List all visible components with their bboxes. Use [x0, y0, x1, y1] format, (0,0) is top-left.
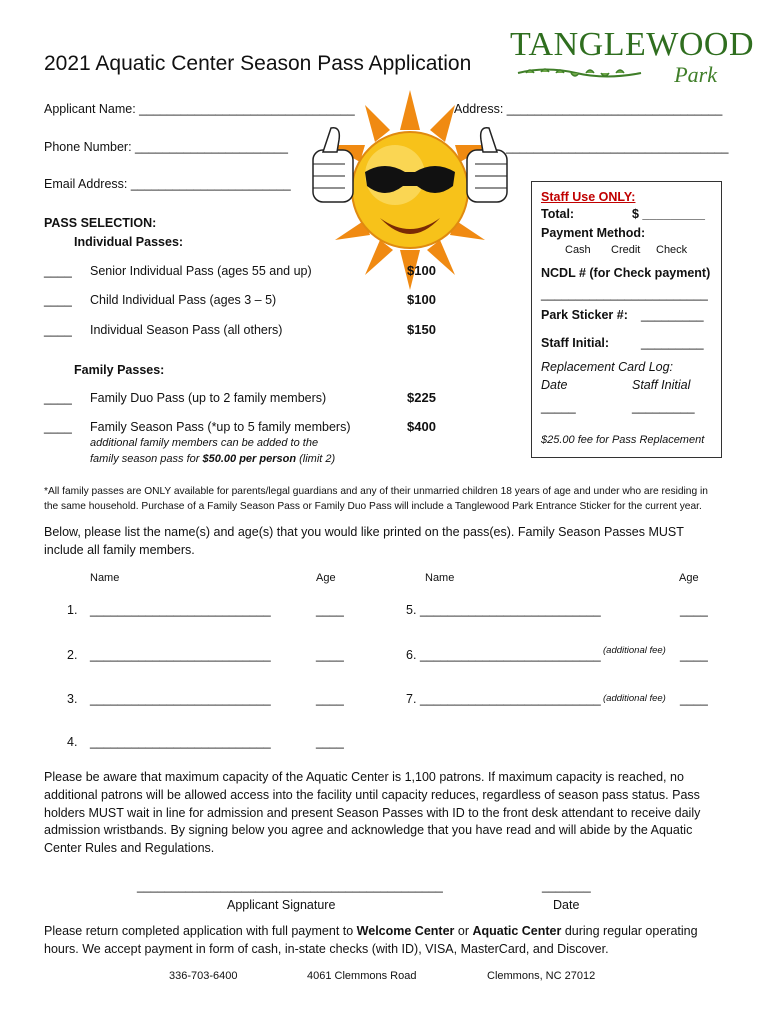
col-age-left: Age: [316, 572, 336, 584]
member-number-7: 7.: [406, 692, 417, 706]
family-footnote-line1: *All family passes are ONLY available for parents/legal guardians and any of their unmarried children 18 years of age and under who are residing in: [44, 486, 708, 497]
date-label: Date: [553, 898, 580, 912]
pass-price-individual: $150: [407, 322, 436, 337]
staff-initial-field[interactable]: _________: [641, 336, 704, 350]
replacement-log-label: Replacement Card Log:: [541, 360, 674, 374]
member-number-6: 6.: [406, 648, 417, 662]
sun-sunglasses-icon: [305, 90, 515, 290]
date-field[interactable]: _______: [542, 879, 591, 893]
staff-initial-label: Staff Initial:: [541, 336, 610, 350]
member-age-field-2[interactable]: ____: [316, 648, 344, 662]
logo-main-text: TANGLEWOOD: [510, 26, 754, 63]
pass-checkbox-child[interactable]: ____: [44, 293, 72, 307]
additional-fee-note-7: (additional fee): [603, 693, 666, 704]
member-name-field-3[interactable]: __________________________: [90, 692, 271, 706]
member-age-field-5[interactable]: ____: [680, 603, 708, 617]
member-name-field-7[interactable]: __________________________: [420, 692, 601, 706]
capacity-line5: Center Rules and Regulations.: [44, 841, 215, 855]
vine-icon: [516, 66, 646, 80]
pass-label-family-season: Family Season Pass (*up to 5 family members): [90, 420, 351, 434]
ncdl-label: NCDL # (for Check payment): [541, 266, 711, 280]
ncdl-field[interactable]: ________________________: [541, 287, 708, 301]
member-name-field-4[interactable]: __________________________: [90, 735, 271, 749]
member-name-field-5[interactable]: __________________________: [420, 603, 601, 617]
payment-method-label: Payment Method:: [541, 226, 646, 240]
email-field[interactable]: Email Address: _______________________: [44, 177, 291, 191]
family-note-line2: family season pass for $50.00 per person (limit 2): [90, 453, 336, 465]
member-number-5: 5.: [406, 603, 417, 617]
family-passes-heading: Family Passes:: [74, 363, 165, 377]
payment-cash[interactable]: Cash: [565, 244, 591, 256]
signature-field[interactable]: ____________________________________________: [137, 879, 443, 893]
replacement-date-field[interactable]: _____: [541, 400, 576, 414]
members-instruction-line1: Below, please list the name(s) and age(s) that you would like printed on the pass(es). Family Season Passes MUST: [44, 525, 684, 539]
logo-script-text: Park: [674, 62, 717, 87]
member-number-3: 3.: [67, 692, 78, 706]
address-field[interactable]: Address: _______________________________: [454, 102, 723, 116]
member-number-4: 4.: [67, 735, 78, 749]
capacity-line4: admission wristbands. By signing below you agree and acknowledge that you have read and will abide by the Aquatic: [44, 823, 693, 837]
footer-phone: 336-703-6400: [169, 970, 238, 982]
member-name-field-6[interactable]: __________________________: [420, 648, 601, 662]
member-age-field-3[interactable]: ____: [316, 692, 344, 706]
park-sticker-label: Park Sticker #:: [541, 308, 628, 322]
staff-total-label: Total:: [541, 207, 575, 221]
capacity-line3: holders MUST wait in line for admission and present Season Passes with ID to the front desk attendant to receive daily: [44, 806, 701, 820]
member-age-field-7[interactable]: ____: [680, 692, 708, 706]
member-age-field-6[interactable]: ____: [680, 648, 708, 662]
staff-use-title: Staff Use ONLY:: [541, 190, 636, 204]
replacement-date-col: Date: [541, 378, 568, 392]
family-footnote-line2: the same household. Purchase of a Family Season Pass or Family Duo Pass will include a Tanglewood Park Entrance Sticker for the current year.: [44, 501, 702, 512]
tanglewood-logo: [510, 26, 754, 94]
replacement-fee-note: $25.00 fee for Pass Replacement: [541, 434, 705, 446]
return-line1: Please return completed application with full payment to Welcome Center or Aquatic Center during regular operating: [44, 924, 698, 938]
col-name-right: Name: [425, 572, 455, 584]
pass-price-family-duo: $225: [407, 390, 436, 405]
capacity-line1: Please be aware that maximum capacity of the Aquatic Center is 1,100 patrons. If maximum capacity is reached, no: [44, 770, 684, 784]
page-title: 2021 Aquatic Center Season Pass Application: [44, 52, 472, 75]
pass-checkbox-senior[interactable]: ____: [44, 264, 72, 278]
pass-price-child: $100: [407, 292, 436, 307]
member-age-field-1[interactable]: ____: [316, 603, 344, 617]
member-name-field-1[interactable]: __________________________: [90, 603, 271, 617]
replacement-initial-col: Staff Initial: [632, 378, 691, 392]
footer-address: 4061 Clemmons Road: [307, 970, 417, 982]
pass-label-child: Child Individual Pass (ages 3 – 5): [90, 293, 277, 307]
pass-price-senior: $100: [407, 263, 436, 278]
member-number-2: 2.: [67, 648, 78, 662]
signature-label: Applicant Signature: [227, 898, 336, 912]
return-line2: hours. We accept payment in form of cash, in-state checks (with ID), VISA, MasterCard, and Discover.: [44, 942, 609, 956]
pass-checkbox-family-season[interactable]: ____: [44, 420, 72, 434]
family-note-line1: additional family members can be added to the: [90, 437, 319, 449]
pass-label-senior: Senior Individual Pass (ages 55 and up): [90, 264, 312, 278]
members-instruction-line2: include all family members.: [44, 543, 195, 557]
pass-price-family-season: $400: [407, 419, 436, 434]
pass-checkbox-individual[interactable]: ____: [44, 323, 72, 337]
park-sticker-field[interactable]: _________: [641, 308, 704, 322]
capacity-line2: additional patrons will be allowed access into the facility until capacity reduces, regardless of season pass status. Pass: [44, 788, 700, 802]
pass-checkbox-family-duo[interactable]: ____: [44, 391, 72, 405]
phone-field[interactable]: Phone Number: ______________________: [44, 140, 288, 154]
member-number-1: 1.: [67, 603, 78, 617]
applicant-name-field[interactable]: Applicant Name: _______________________________: [44, 102, 355, 116]
payment-check[interactable]: Check: [656, 244, 688, 256]
footer-city: Clemmons, NC 27012: [487, 970, 596, 982]
pass-selection-heading: PASS SELECTION:: [44, 216, 157, 230]
member-name-field-2[interactable]: __________________________: [90, 648, 271, 662]
individual-passes-heading: Individual Passes:: [74, 235, 184, 249]
address-line2-field[interactable]: ________________________________: [506, 140, 729, 154]
col-name-left: Name: [90, 572, 120, 584]
replacement-initial-field[interactable]: _________: [632, 400, 695, 414]
additional-fee-note-6: (additional fee): [603, 645, 666, 656]
staff-total-field[interactable]: $ _________: [632, 207, 705, 221]
payment-credit[interactable]: Credit: [611, 244, 641, 256]
pass-label-family-duo: Family Duo Pass (up to 2 family members): [90, 391, 327, 405]
member-age-field-4[interactable]: ____: [316, 735, 344, 749]
pass-label-individual: Individual Season Pass (all others): [90, 323, 283, 337]
col-age-right: Age: [679, 572, 699, 584]
